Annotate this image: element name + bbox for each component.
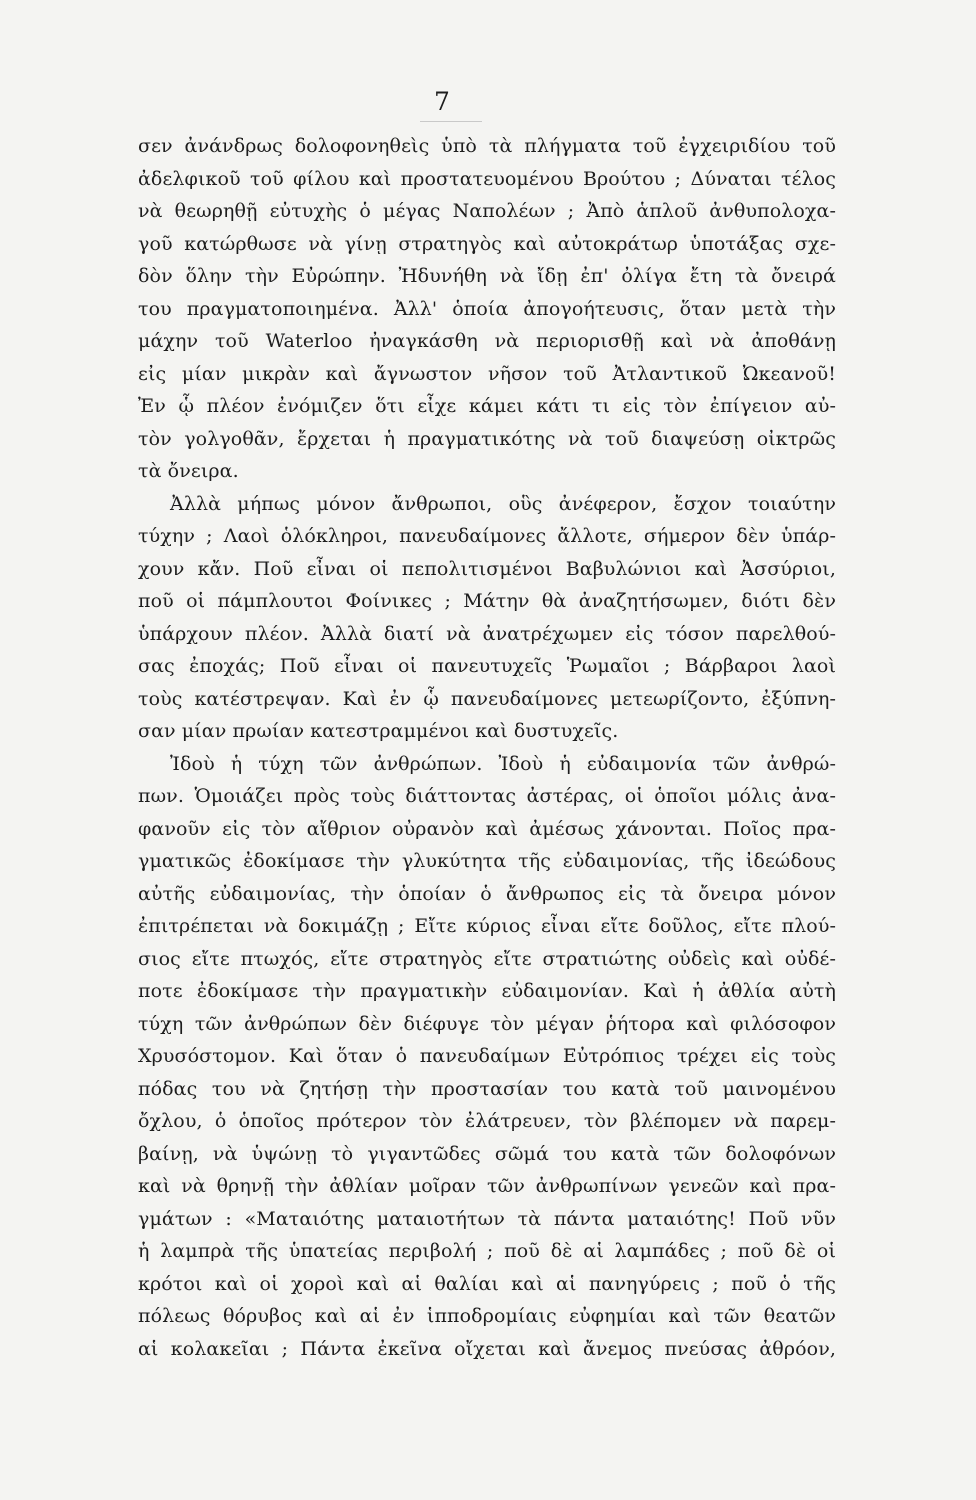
text-line: ποῦ οἱ πάμπλουτοι Φοίνικες ; Μάτην θὰ ἀναζητήσωμεν, διότι δὲν (138, 590, 836, 612)
text-line: τύχην ; Λαοὶ ὁλόκληροι, πανευδαίμονες ἄλλοτε, σήμερον δὲν ὑπάρ- (138, 525, 836, 547)
text-line: Ἀλλὰ μήπως μόνον ἄνθρωποι, οὓς ἀνέφερον, ἔσχον τοιαύτην (170, 492, 836, 515)
text-line: σαν μίαν πρωίαν κατεστραμμένοι καὶ δυστυχεῖς. (138, 720, 619, 742)
text-line: αἱ κολακεῖαι ; Πάντα ἐκεῖνα οἴχεται καὶ ἄνεμος πνεύσας ἀθρόον, (138, 1337, 836, 1360)
text-line: ὄχλου, ὁ ὁποῖος πρότερον τὸν ἐλάτρευεν, τὸν βλέπομεν νὰ παρεμ- (138, 1110, 836, 1132)
text-line: Χρυσόστομον. Καὶ ὅταν ὁ πανευδαίμων Εὐτρόπιος τρέχει εἰς τοὺς (138, 1045, 836, 1067)
text-line: βαίνῃ, νὰ ὑψώνῃ τὸ γιγαντῶδες σῶμά του κατὰ τῶν δολοφόνων (138, 1142, 836, 1165)
text-line: γματικῶς ἐδοκίμασε τὴν γλυκύτητα τῆς εὐδαιμονίας, τῆς ἰδεώδους (138, 850, 836, 872)
text-line: γμάτων : «Ματαιότης ματαιοτήτων τὰ πάντα ματαιότης! Ποῦ νῦν (138, 1207, 836, 1230)
text-line: πων. Ὁμοιάζει πρὸς τοὺς διάττοντας ἀστέρας, οἱ ὁποῖοι μόλις ἀνα- (138, 785, 836, 807)
text-line: ἐπιτρέπεται νὰ δοκιμάζῃ ; Εἴτε κύριος εἶναι εἴτε δοῦλος, εἴτε πλού- (138, 915, 836, 937)
text-line: ποτε ἐδοκίμασε τὴν πραγματικὴν εὐδαιμονίαν. Καὶ ἡ ἀθλία αὐτὴ (138, 980, 836, 1002)
text-line: σεν ἀνάνδρως δολοφονηθεὶς ὑπὸ τὰ πλήγματα τοῦ ἐγχειριδίου τοῦ (138, 135, 836, 157)
text-line: πόδας του νὰ ζητήσῃ τὴν προστασίαν του κατὰ τοῦ μαινομένου (138, 1077, 836, 1100)
text-line: ἡ λαμπρὰ τῆς ὑπατείας περιβολή ; ποῦ δὲ αἱ λαμπάδες ; ποῦ δὲ οἱ (138, 1240, 836, 1262)
text-line: του πραγματοποιημένα. Ἀλλ' ὁποία ἀπογοήτευσις, ὅταν μετὰ τὴν (138, 297, 836, 320)
body-text (138, 130, 836, 1365)
text-line: μάχην τοῦ Waterloo ἠναγκάσθη νὰ περιορισθῇ καὶ νὰ ἀποθάνῃ (138, 330, 836, 352)
text-line: κρότοι καὶ οἱ χοροὶ καὶ αἱ θαλίαι καὶ αἱ πανηγύρεις ; ποῦ ὁ τῆς (138, 1272, 836, 1295)
text-line: πόλεως θόρυβος καὶ αἱ ἐν ἱπποδρομίαις εὐφημίαι καὶ τῶν θεατῶν (138, 1305, 836, 1327)
text-line: τὸν γολγοθᾶν, ἔρχεται ἡ πραγματικότης νὰ τοῦ διαψεύσῃ οἰκτρῶς (138, 427, 836, 450)
text-line: Ἰδοὺ ἡ τύχη τῶν ἀνθρώπων. Ἰδοὺ ἡ εὐδαιμονία τῶν ἀνθρώ- (170, 752, 836, 775)
text-line: δὸν ὅλην τὴν Εὐρώπην. Ἠδυνήθη νὰ ἴδῃ ἐπ' ὀλίγα ἔτη τὰ ὄνειρά (138, 265, 836, 287)
page-number: 7 (434, 87, 450, 116)
text-line: Ἐν ᾧ πλέον ἐνόμιζεν ὅτι εἶχε κάμει κάτι τι εἰς τὸν ἐπίγειον αὐ- (138, 395, 836, 417)
text-line: γοῦ κατώρθωσε νὰ γίνῃ στρατηγὸς καὶ αὐτοκράτωρ ὑποτάξας σχε- (138, 232, 836, 255)
header-rule (420, 121, 482, 122)
text-line: νὰ θεωρηθῇ εὐτυχὴς ὁ μέγας Ναπολέων ; Ἀπὸ ἁπλοῦ ἀνθυπολοχα- (138, 200, 836, 222)
text-line: τὰ ὄνειρα. (138, 460, 239, 482)
text-line: εἰς μίαν μικρὰν καὶ ἄγνωστον νῆσον τοῦ Ἀτλαντικοῦ Ὠκεανοῦ! (138, 362, 836, 385)
text-line: καὶ νὰ θρηνῇ τὴν ἀθλίαν μοῖραν τῶν ἀνθρωπίνων γενεῶν καὶ πρα- (138, 1175, 836, 1197)
text-line: σιος εἴτε πτωχός, εἴτε στρατηγὸς εἴτε στρατιώτης οὐδεὶς καὶ οὐδέ- (138, 947, 836, 970)
text-line: τύχη τῶν ἀνθρώπων δὲν διέφυγε τὸν μέγαν ῥήτορα καὶ φιλόσοφον (138, 1012, 836, 1035)
text-line: τοὺς κατέστρεψαν. Καὶ ἐν ᾧ πανευδαίμονες μετεωρίζοντο, ἐξύπνη- (138, 687, 836, 710)
text-line: σας ἐποχάς; Ποῦ εἶναι οἱ πανευτυχεῖς Ῥωμαῖοι ; Βάρβαροι λαοὶ (138, 655, 836, 677)
text-line: ὑπάρχουν πλέον. Ἀλλὰ διατί νὰ ἀνατρέχωμεν εἰς τόσον παρελθού- (138, 622, 836, 645)
text-line: ἀδελφικοῦ τοῦ φίλου καὶ προστατευομένου Βρούτου ; Δύναται τέλος (138, 167, 836, 190)
text-line: αὐτῆς εὐδαιμονίας, τὴν ὁποίαν ὁ ἄνθρωπος εἰς τὰ ὄνειρα μόνον (138, 882, 836, 905)
text-line: φανοῦν εἰς τὸν αἴθριον οὐρανὸν καὶ ἀμέσως χάνονται. Ποῖος πρα- (138, 817, 836, 840)
text-line: χουν κἄν. Ποῦ εἶναι οἱ πεπολιτισμένοι Βαβυλώνιοι καὶ Ἀσσύριοι, (138, 557, 836, 580)
